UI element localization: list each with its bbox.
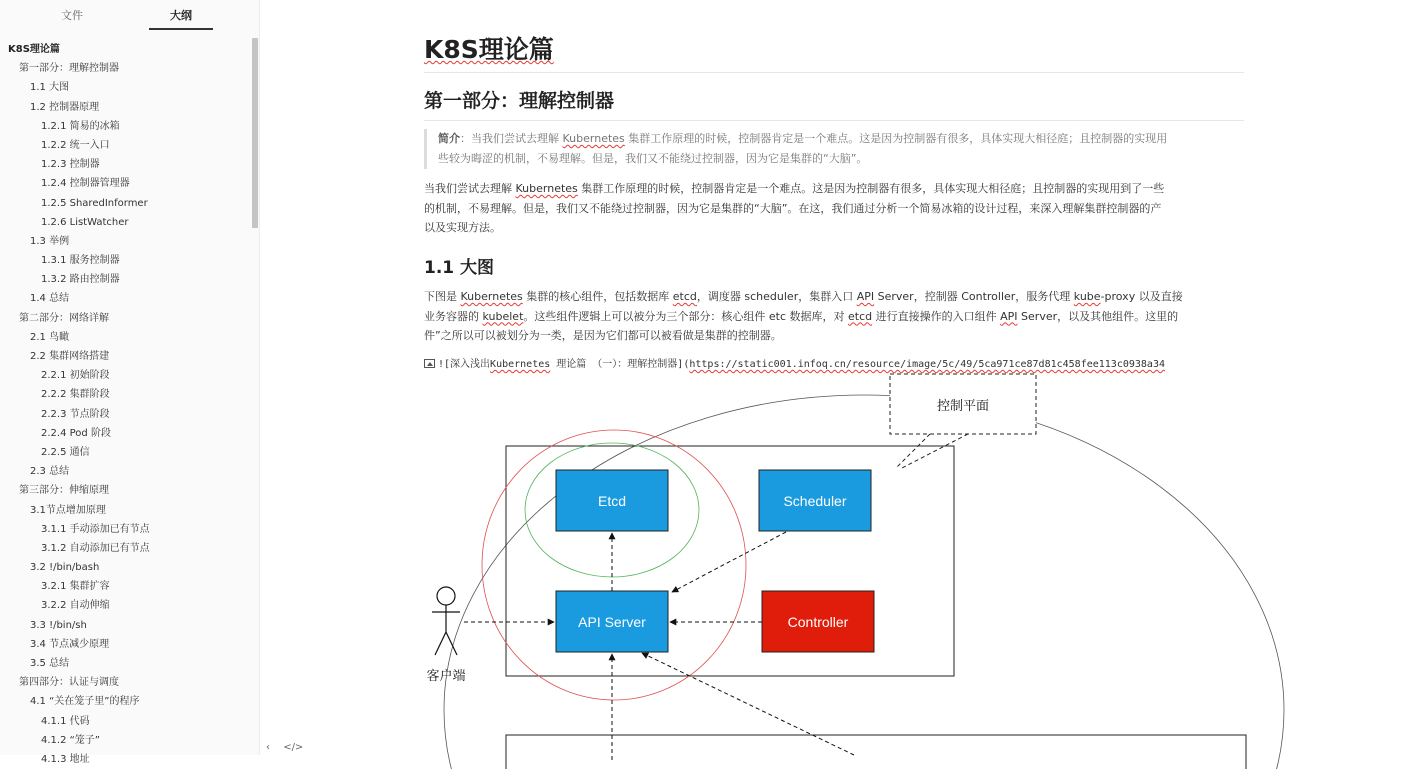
outline-item[interactable]: 1.4 总结: [30, 293, 70, 305]
img-md-url[interactable]: https://static001.infoq.cn/resource/image/5c/49/5ca971ce87d81c458fee113c0938a34: [689, 359, 1165, 370]
img-md-k8s: Kubernetes: [490, 359, 551, 370]
p2-b: 集群的核心组件，包括数据库: [522, 290, 673, 303]
p2-l2-c: 进行直接操作的入口组件: [872, 309, 1001, 323]
outline-item[interactable]: 3.5 总结: [30, 658, 70, 669]
outline-item[interactable]: 3.1.2 自动添加已有节点: [41, 542, 150, 554]
img-md-mid: 理论篇 （一）：理解控制器](: [550, 359, 690, 370]
outline-item[interactable]: 1.3.2 路由控制器: [41, 274, 120, 286]
etcd-label: Etcd: [597, 493, 627, 509]
outline-item[interactable]: 3.2.1 集群扩容: [41, 581, 110, 593]
title-divider: [424, 72, 1244, 73]
scheduler-label: Scheduler: [783, 493, 847, 509]
collapse-sidebar-icon[interactable]: ‹: [266, 742, 270, 753]
outline-item[interactable]: 4.1.3 地址: [41, 753, 90, 765]
intro-text-b: 集群工作原理的时候，控制器肯定是一个难点。这是因为控制器有很多，具体实现大相径庭；且控制器的实现用: [624, 132, 1168, 145]
outline-item[interactable]: 1.2.3 控制器: [41, 159, 100, 171]
node-box: [506, 735, 1246, 769]
outline-item[interactable]: 1.2.5 SharedInformer: [41, 197, 148, 209]
p2-kube: kube: [1073, 290, 1101, 303]
outline-item[interactable]: 1.2.1 简易的冰箱: [41, 120, 120, 132]
outline-item[interactable]: 3.3 !/bin/sh: [30, 619, 87, 631]
outline-list: [0, 40, 252, 769]
intro-line-2: 些较为晦涩的机制，不易理解。但是，我们又不能绕过控制器，因为它是集群的“大脑”。: [438, 152, 868, 165]
p2-l2-b: 。这些组件逻辑上可以被分为三个部分：核心组件 etc 数据库，对: [523, 309, 849, 323]
para1-line-1: [424, 179, 1254, 199]
para2-line-3: 件”之所以可以被划分为一类，是因为它们都可以被看做是集群的控制器。: [424, 329, 782, 342]
intro-k8s: Kubernetes: [562, 132, 625, 145]
image-icon: [424, 359, 435, 368]
outline-item[interactable]: 4.1 “关在笼子里”的程序: [30, 696, 140, 708]
outline-item[interactable]: 第二部分：网络详解: [19, 312, 109, 324]
intro-line-1: [438, 129, 1254, 149]
title-text: K8S理论篇: [424, 35, 554, 64]
para2-line-1: [424, 287, 1254, 307]
p2-l2-d: Server，以及其他组件。这里的: [1017, 309, 1179, 323]
p2-k8s: Kubernetes: [460, 290, 523, 303]
heading-part1: 第一部分：理解控制器: [424, 90, 615, 112]
heading-overview: 1.1 大图: [424, 258, 495, 278]
para1-k8s: Kubernetes: [515, 182, 578, 195]
intro-text-a: ：当我们尝试去理解: [460, 132, 563, 145]
p2-a: 下图是: [424, 290, 461, 303]
outline-item[interactable]: 3.2 !/bin/bash: [30, 562, 100, 574]
outline-item[interactable]: K8S理论篇: [8, 44, 60, 55]
callout-pointer-b: [902, 434, 968, 468]
outline-item[interactable]: 2.1 鸟瞰: [30, 331, 70, 343]
outline-item[interactable]: 3.2.2 自动伸缩: [41, 600, 110, 612]
p2-e: -proxy 以及直接: [1100, 290, 1183, 303]
outline-item[interactable]: 1.2.4 控制器管理器: [41, 178, 130, 190]
outline-item[interactable]: 第一部分：理解控制器: [19, 63, 119, 75]
paragraph-overview: [424, 287, 1254, 346]
para2-line-2: [424, 307, 1254, 327]
outline-item[interactable]: 2.2.1 初始阶段: [41, 370, 110, 382]
outline-item[interactable]: 2.2 集群网络搭建: [30, 351, 110, 362]
source-mode-icon[interactable]: </>: [283, 742, 304, 753]
sidebar-scrollbar[interactable]: [252, 38, 258, 228]
intro-label: 简介: [438, 132, 460, 145]
para1-text-b: 集群工作原理的时候，控制器肯定是一个难点。这是因为控制器有很多，具体实现大相径庭；且控制器的实现用到了一些: [577, 182, 1165, 195]
img-md-pre: ![深入浅出: [438, 359, 491, 370]
outline-item[interactable]: 1.3 举例: [30, 235, 70, 247]
outline-item[interactable]: 4.1.2 “笼子”: [41, 734, 100, 746]
para1-text-a: 当我们尝试去理解: [424, 182, 516, 195]
p2-api: API: [856, 290, 875, 303]
outline-item[interactable]: 1.2.6 ListWatcher: [41, 216, 129, 228]
p2-etcd: etcd: [672, 290, 697, 303]
tab-outline[interactable]: 大纲: [149, 8, 213, 32]
k8s-architecture-diagram: [424, 370, 1244, 760]
outline-item[interactable]: 1.2 控制器原理: [30, 101, 100, 113]
outline-item[interactable]: 2.2.3 节点阶段: [41, 408, 110, 420]
outline-item[interactable]: 第四部分：认证与调度: [19, 677, 119, 689]
editor-content: [262, 0, 1240, 755]
control-plane-label: 控制平面: [936, 399, 990, 414]
api-server-label: API Server: [578, 614, 646, 630]
para1-line-3: 以及实现方法。: [424, 221, 501, 234]
outline-item[interactable]: 3.1节点增加原理: [30, 504, 106, 516]
page-title: [424, 30, 554, 66]
outline-item[interactable]: 3.4 节点减少原理: [30, 638, 110, 650]
intro-blockquote: [424, 129, 1254, 169]
p2-d: Server，控制器 Controller，服务代理: [874, 290, 1074, 303]
p2-c: ，调度器 scheduler，集群入口: [696, 290, 857, 303]
arrow-proxy-to-api: [642, 653, 854, 755]
client-label: 客户端: [426, 669, 466, 684]
p2-l2-a: 业务容器的: [424, 309, 483, 323]
outline-item[interactable]: 2.2.2 集群阶段: [41, 389, 110, 401]
outline-item[interactable]: 第三部分：伸缩原理: [19, 485, 109, 497]
outline-item[interactable]: 1.2.2 统一入口: [41, 139, 110, 151]
p2-l2-etcd: etcd: [848, 309, 873, 323]
tab-files[interactable]: 文件: [61, 9, 83, 22]
outline-item[interactable]: 1.3.1 服务控制器: [41, 255, 120, 267]
para1-line-2: 的机制，不易理解。但是，我们又不能绕过控制器，因为它是集群的“大脑”。在这，我们通过分析一个简易冰箱的设计过程，来深入理解集群控制器的产: [424, 201, 1162, 215]
outline-sidebar: [0, 0, 260, 765]
sidebar-tabs: [0, 0, 260, 36]
callout-pointer-a: [896, 434, 930, 468]
image-markdown-source[interactable]: [424, 355, 1165, 370]
controller-label: Controller: [787, 614, 849, 630]
outline-item[interactable]: 1.1 大图: [30, 82, 70, 94]
outline-item[interactable]: 2.3 总结: [30, 466, 70, 478]
outline-item[interactable]: 2.2.4 Pod 阶段: [41, 427, 111, 439]
p2-kubelet: kubelet: [482, 309, 524, 323]
heading-divider: [424, 120, 1244, 121]
outline-item[interactable]: 3.1.1 手动添加已有节点: [41, 523, 150, 535]
paragraph-intro: [424, 179, 1254, 238]
outline-item[interactable]: 2.2.5 通信: [41, 446, 90, 458]
client-stick-figure-icon: [432, 587, 460, 655]
outline-item[interactable]: 4.1.1 代码: [41, 715, 90, 727]
p2-l2-api: API: [1000, 309, 1018, 323]
